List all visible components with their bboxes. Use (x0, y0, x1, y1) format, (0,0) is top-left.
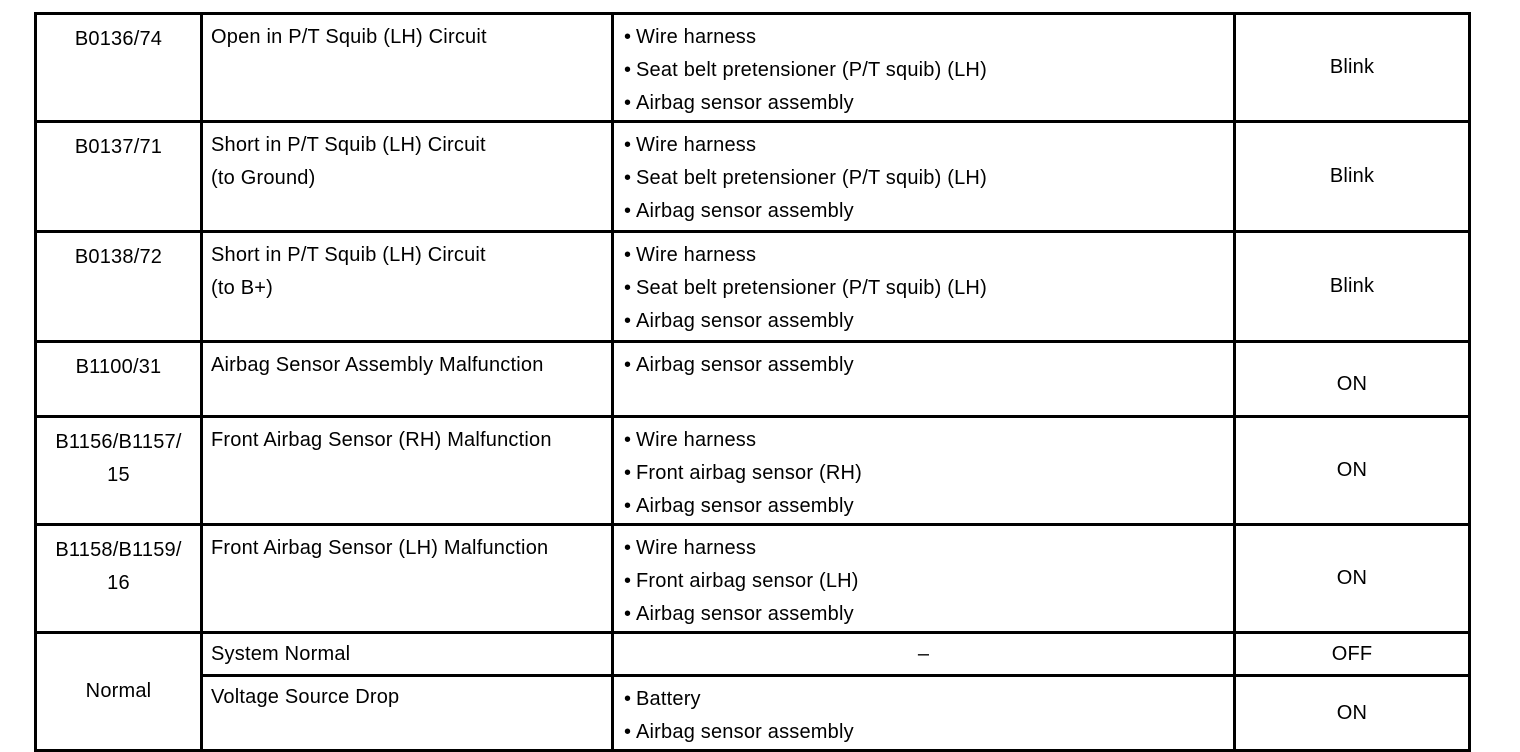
table-row (36, 417, 1470, 525)
trouble-area-text: Seat belt pretensioner (P/T squib) (LH) (636, 277, 987, 299)
warning-lamp-status: Blink (1329, 56, 1375, 78)
detection-item-text: System Normal (211, 643, 351, 665)
dtc-code: B0137/71 (74, 136, 163, 158)
trouble-area-list (624, 349, 1225, 382)
warning-lamp-status: ON (1336, 567, 1368, 589)
bullet-icon: • (624, 59, 632, 81)
list-item (624, 87, 1225, 120)
warning-lamp-status: ON (1336, 701, 1368, 724)
detection-item-cell (202, 342, 613, 417)
trouble-area-text: Airbag sensor assembly (636, 603, 854, 625)
diagnostic-code-table (34, 12, 1471, 752)
table-row (36, 525, 1470, 633)
list-item (624, 565, 1225, 598)
bullet-icon: • (624, 570, 632, 592)
trouble-area-cell (613, 633, 1235, 676)
trouble-area-text: Wire harness (636, 26, 757, 48)
list-item (624, 272, 1225, 305)
detection-item-text: Open in P/T Squib (LH) Circuit (211, 26, 487, 48)
trouble-area-list (624, 129, 1225, 228)
bullet-icon: • (624, 429, 632, 451)
detection-item-cell (202, 122, 613, 232)
trouble-area-text: Battery (636, 688, 701, 710)
list-item (624, 683, 1225, 716)
list-item (624, 716, 1225, 749)
detection-item-text: Voltage Source Drop (211, 686, 400, 708)
detection-item-text: (to Ground) (211, 167, 316, 189)
table-row (36, 676, 1470, 751)
trouble-area-text: Front airbag sensor (LH) (636, 570, 859, 592)
trouble-area-text: Seat belt pretensioner (P/T squib) (LH) (636, 59, 987, 81)
bullet-icon: • (624, 462, 632, 484)
detection-item-cell (202, 525, 613, 633)
dtc-code-cell (36, 633, 202, 751)
list-item (624, 54, 1225, 87)
warning-lamp-status: ON (1336, 372, 1368, 395)
detection-item-cell (202, 14, 613, 122)
detection-item-text: Front Airbag Sensor (RH) Malfunction (211, 429, 552, 451)
detection-item-text: (to B+) (211, 277, 273, 299)
bullet-icon: • (624, 26, 632, 48)
detection-item-cell (202, 232, 613, 342)
detection-item-cell (202, 633, 613, 676)
trouble-area-text: Front airbag sensor (RH) (636, 462, 862, 484)
warning-lamp-cell (1235, 525, 1470, 633)
table-row (36, 232, 1470, 342)
warning-lamp-status: Blink (1329, 165, 1375, 187)
list-item (624, 349, 1225, 382)
trouble-area-text: Airbag sensor assembly (636, 721, 854, 743)
trouble-area-list (624, 532, 1225, 631)
trouble-area-text: Airbag sensor assembly (636, 200, 854, 222)
bullet-icon: • (624, 721, 632, 743)
dtc-code: 15 (107, 464, 130, 486)
detection-item-text: Short in P/T Squib (LH) Circuit (211, 244, 486, 266)
dtc-code: B1156/B1157/ (55, 431, 182, 453)
trouble-area-list (624, 21, 1225, 120)
bullet-icon: • (624, 277, 632, 299)
dtc-code: B0136/74 (74, 28, 163, 50)
list-item (624, 195, 1225, 228)
warning-lamp-cell (1235, 633, 1470, 676)
trouble-area-cell (613, 122, 1235, 232)
trouble-area-text: Airbag sensor assembly (636, 354, 854, 376)
dtc-code-cell (36, 122, 202, 232)
bullet-icon: • (624, 354, 632, 376)
trouble-area-text: Wire harness (636, 244, 757, 266)
list-item (624, 162, 1225, 195)
trouble-area-cell (613, 14, 1235, 122)
list-item (624, 598, 1225, 631)
dtc-code-cell (36, 525, 202, 633)
bullet-icon: • (624, 310, 632, 332)
warning-lamp-cell (1235, 14, 1470, 122)
list-item (624, 532, 1225, 565)
warning-lamp-cell (1235, 232, 1470, 342)
list-item (624, 129, 1225, 162)
dtc-code: B1158/B1159/ (55, 539, 182, 561)
trouble-area-text: Seat belt pretensioner (P/T squib) (LH) (636, 167, 987, 189)
warning-lamp-cell (1235, 342, 1470, 417)
table-row (36, 633, 1470, 676)
bullet-icon: • (624, 688, 632, 710)
trouble-area-text: Airbag sensor assembly (636, 310, 854, 332)
trouble-area-cell (613, 342, 1235, 417)
bullet-icon: • (624, 92, 632, 114)
detection-item-text: Airbag Sensor Assembly Malfunction (211, 354, 544, 376)
list-item (624, 239, 1225, 272)
warning-lamp-cell (1235, 122, 1470, 232)
warning-lamp-status: ON (1336, 459, 1368, 481)
table-row (36, 122, 1470, 232)
trouble-area-text: Airbag sensor assembly (636, 495, 854, 517)
table-row (36, 14, 1470, 122)
list-item (624, 490, 1225, 523)
warning-lamp-status: Blink (1329, 275, 1375, 297)
bullet-icon: • (624, 167, 632, 189)
list-item (624, 305, 1225, 338)
detection-item-cell (202, 676, 613, 751)
bullet-icon: • (624, 200, 632, 222)
warning-lamp-cell (1235, 676, 1470, 751)
dtc-code: Normal (85, 680, 152, 702)
dtc-code: B0138/72 (74, 246, 163, 268)
trouble-area-cell (613, 676, 1235, 751)
dtc-code: B1100/31 (75, 356, 162, 378)
dtc-code-cell (36, 14, 202, 122)
dtc-code-cell (36, 417, 202, 525)
dtc-code-cell (36, 342, 202, 417)
bullet-icon: • (624, 495, 632, 517)
dtc-code: 16 (107, 572, 130, 594)
trouble-area-cell (613, 417, 1235, 525)
trouble-area-text: Wire harness (636, 134, 757, 156)
trouble-area-cell (613, 232, 1235, 342)
trouble-area-list (624, 239, 1225, 338)
trouble-area-text: Airbag sensor assembly (636, 92, 854, 114)
list-item (624, 21, 1225, 54)
trouble-area-cell (613, 525, 1235, 633)
trouble-area-list (624, 683, 1225, 749)
list-item (624, 457, 1225, 490)
trouble-area-text: Wire harness (636, 429, 757, 451)
bullet-icon: • (624, 244, 632, 266)
trouble-area-dash: – (917, 642, 930, 665)
dtc-code-cell (36, 232, 202, 342)
warning-lamp-status: OFF (1331, 642, 1373, 665)
list-item (624, 424, 1225, 457)
detection-item-text: Short in P/T Squib (LH) Circuit (211, 134, 486, 156)
bullet-icon: • (624, 537, 632, 559)
bullet-icon: • (624, 603, 632, 625)
trouble-area-list (624, 424, 1225, 523)
detection-item-cell (202, 417, 613, 525)
table-row (36, 342, 1470, 417)
detection-item-text: Front Airbag Sensor (LH) Malfunction (211, 537, 549, 559)
warning-lamp-cell (1235, 417, 1470, 525)
bullet-icon: • (624, 134, 632, 156)
trouble-area-text: Wire harness (636, 537, 757, 559)
